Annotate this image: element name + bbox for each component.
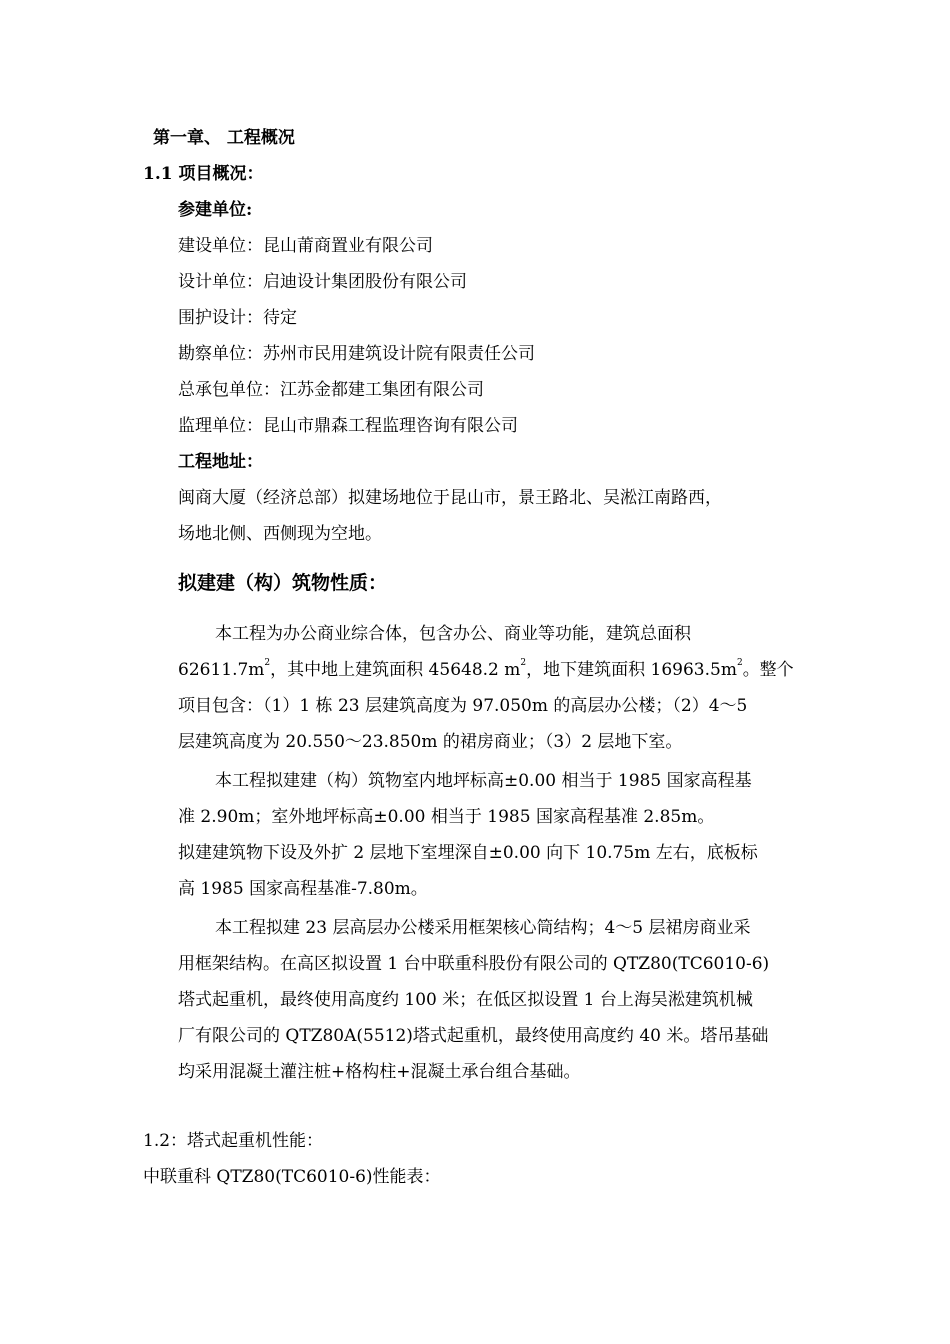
paragraph-2-line: 拟建建筑物下设及外扩 2 层地下室埋深自±0.00 向下 10.75m 左右，底板标	[178, 843, 758, 863]
address-line: 场地北侧、西侧现为空地。	[178, 524, 382, 544]
paragraph-3-line: 用框架结构。在高区拟设置 1 台中联重科股份有限公司的 QTZ80(TC6010-6)	[178, 954, 770, 974]
nature-heading: 拟建建（构）筑物性质：	[178, 572, 388, 594]
paragraph-3-line: 厂有限公司的 QTZ80A(5512)塔式起重机，最终使用高度约 40 米。塔吊基础	[178, 1026, 769, 1046]
participant-design: 设计单位：启迪设计集团股份有限公司	[178, 272, 467, 292]
paragraph-3-line: 塔式起重机，最终使用高度约 100 米；在低区拟设置 1 台上海吴淞建筑机械	[178, 990, 753, 1010]
paragraph-2-line: 高 1985 国家高程基准-7.80m。	[178, 879, 428, 899]
participants-heading: 参建单位:	[178, 200, 253, 220]
address-heading: 工程地址：	[178, 452, 263, 472]
address-line: 闽商大厦（经济总部）拟建场地位于昆山市，景王路北、吴淞江南路西，	[178, 488, 722, 508]
paragraph-1-line: 本工程为办公商业综合体，包含办公、商业等功能，建筑总面积	[215, 624, 691, 644]
paragraph-2-line: 本工程拟建建（构）筑物室内地坪标高±0.00 相当于 1985 国家高程基	[215, 771, 752, 791]
section-1-2-heading: 1.2：塔式起重机性能：	[143, 1131, 324, 1151]
participant-general-contractor: 总承包单位：江苏金都建工集团有限公司	[178, 380, 484, 400]
participant-survey: 勘察单位：苏州市民用建筑设计院有限责任公司	[178, 344, 535, 364]
paragraph-1-line: 层建筑高度为 20.550～23.850m 的裙房商业；（3）2 层地下室。	[178, 732, 683, 752]
section-1-1-heading: 1.1 项目概况：	[143, 164, 264, 184]
paragraph-1-line: $62611.7m^2$，其中地上建筑面积 45648.2 $m^2$，地下建筑面积 $16963.5m^2$。整个	[178, 658, 794, 680]
participant-construction: 建设单位：昆山莆商置业有限公司	[178, 236, 433, 256]
paragraph-3-line: 均采用混凝土灌注桩+格构柱+混凝土承台组合基础。	[178, 1062, 581, 1082]
paragraph-2-line: 准 2.90m；室外地坪标高±0.00 相当于 1985 国家高程基准 2.85m。	[178, 807, 715, 827]
paragraph-1-line: 项目包含：（1）1 栋 23 层建筑高度为 97.050m 的高层办公楼；（2）4～5	[178, 696, 748, 716]
participant-enclosure-design: 围护设计：待定	[178, 308, 297, 328]
chapter-title: 第一章、 工程概况	[153, 128, 295, 148]
paragraph-3-line: 本工程拟建 23 层高层办公楼采用框架核心筒结构；4～5 层裙房商业采	[215, 918, 751, 938]
crane-table-title: 中联重科 QTZ80(TC6010-6)性能表：	[143, 1167, 441, 1187]
participant-supervision: 监理单位：昆山市鼎森工程监理咨询有限公司	[178, 416, 518, 436]
